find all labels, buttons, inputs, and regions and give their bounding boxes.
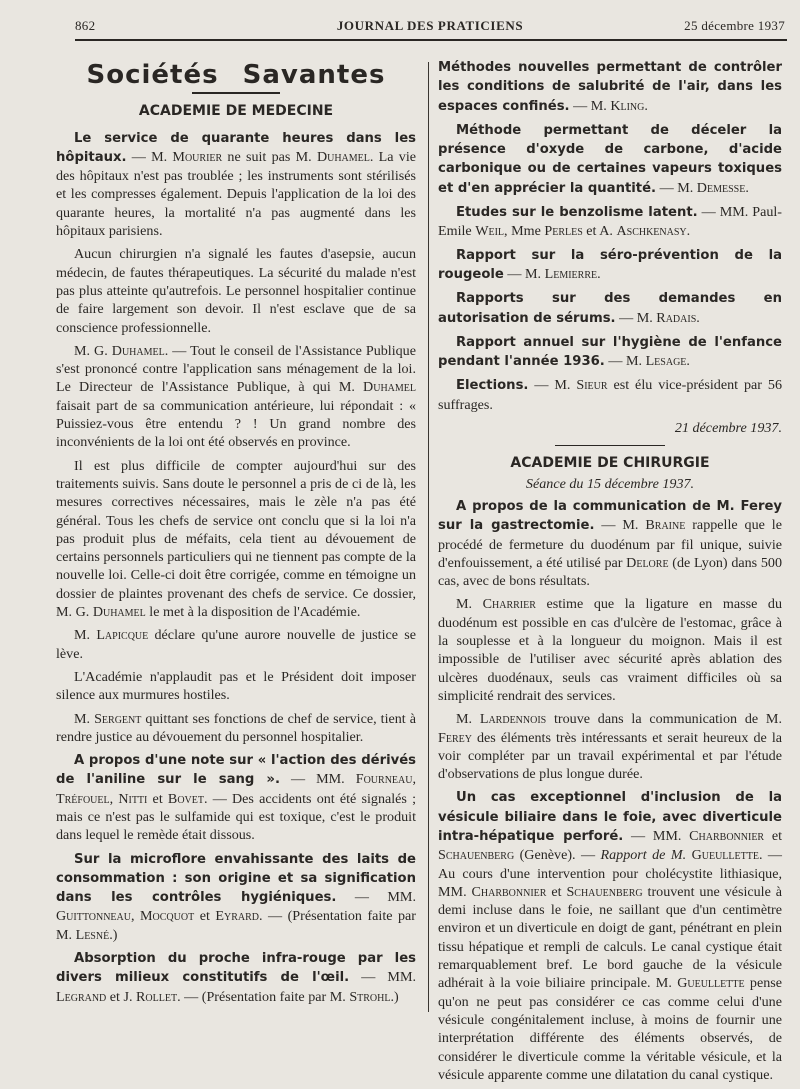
session-date: 21 décembre 1937. [674,420,782,437]
section-heading-medecine: ACADEMIE DE MEDECINE [138,103,334,120]
person-name: Duhamel [92,604,146,621]
person-name: Sieur [576,377,608,394]
person-name: Radais [656,309,697,326]
person-name: Bovet [167,790,204,807]
section-rule [555,445,665,446]
article-heading: A propos d'une note sur « l'action des dérivés de l'aniline sur le sang ». [56,753,416,788]
paragraph: Méthode permettant de déceler la présence d'oxyde de carbone, d'acide carbonique ou de certaines vapeurs toxiques et d'en apprécier la quantité. — M. Demesse. [438,122,782,196]
person-name: Mourier [172,148,223,165]
person-name: Charbonnier [689,827,765,844]
person-name: Rollet [136,988,178,1005]
person-name: Braine [645,517,686,534]
person-name: Kling [610,97,645,114]
person-name: Duhamel [363,379,416,396]
article-heading: A propos de la communication de M. Ferey sur la gastrectomie. [438,498,782,534]
person-name: Gueullette [691,847,759,864]
paragraph: Méthodes nouvelles permettant de contrôler les conditions de salubrité de l'air, dans les espaces confinés. — M. Kling. [438,60,782,114]
paragraph: M. Sergent quittant ses fonctions de chef de service, tient à rendre justice au dévouement du personnel hospitalier. [56,710,416,745]
article-heading: Elections. [456,378,529,394]
person-name: Charrier [482,596,536,613]
paragraph: Rapports sur des demandes en autorisation de sérums. — M. Radais. [438,291,782,326]
person-name: Strohl [349,988,391,1005]
rapport-label: Rapport de M. [600,847,687,864]
paragraph: M. Charrier estime que la ligature en masse du duodénum est possible en cas d'ulcère de l'estomac, grâce à la souplesse et à la longueur du moignon. Mais il est impossible de l'utiliser avec sécurité après ablation des ulcères duodénaux, seuls cas vraiment difficiles où sa simplicité rendrait des services. [438,596,782,704]
person-name: Sergent [94,710,142,727]
article-heading: Sur la microflore envahissante des laits de consommation : son origine et sa signification dans les contrôles hygiéniques. [56,851,416,906]
article-heading: Rapports sur des demandes en autorisation de sérums. [438,291,782,326]
person-name: Ferey [438,729,472,746]
article-heading: Méthode permettant de déceler la présence d'oxyde de carbone, d'acide carbonique ou de certaines vapeurs toxiques et d'en apprécier la quantité. [438,122,782,196]
journal-title: JOURNAL DES PRATICIENS [336,18,524,33]
column-divider [428,62,429,1012]
page-header [75,14,785,40]
section-heading-chirurgie: ACADEMIE DE CHIRURGIE [510,455,710,472]
person-name: Weil [475,223,505,240]
paragraph: Le service de quarante heures dans les hôpitaux. — M. Mourier ne suit pas M. Duhamel. La vie des hôpitaux n'est pas troublée ; les instruments sont stérilisés et les compresses également. Depuis l'application de la loi des quarante heures, la mortalité n'a pas augmenté dans les hôpitaux parisiens. [56,130,416,240]
article-heading: Méthodes nouvelles permettant de contrôler les conditions de salubrité de l'air, dans les espaces confinés. [438,60,782,114]
person-name: Duhamel [316,148,370,165]
paragraph: Etudes sur le benzolisme latent. — MM. Paul-Emile Weil, Mme Perles et A. Aschkenasy. [438,204,782,240]
right-column [438,58,782,1089]
person-name: Aschkenasy [616,223,687,240]
paragraph: Absorption du proche infra-rouge par les divers milieux constitutifs de l'œil. — MM. Legrand et J. Rollet. — (Présentation faite par M. Strohl.) [56,951,416,1005]
person-name: Legrand [56,988,107,1005]
article-heading: Absorption du proche infra-rouge par les divers milieux constitutifs de l'œil. [56,951,416,986]
paragraph: L'Académie n'applaudit pas et le Président doit imposer silence aux murmures hostiles. [56,668,416,704]
paragraph: A propos d'une note sur « l'action des dérivés de l'aniline sur le sang ». — MM. Fourneau, Tréfouel, Nitti et Bovet. — Des accidents ont été signalés ; mais ce n'est pas le sulfamide qui est toxique, c'est le produit dans lequel le remède était dissous. [56,753,416,844]
paragraph: Un cas exceptionnel d'inclusion de la vésicule biliaire dans le foie, avec diverticule intra-hépatique perforé. — MM. Charbonnier et Schauenberg (Genève). — Rapport de M. Gueullette. — Au cours d'une intervention pour cholécystite lithiasique, MM. Charbonnier et Schauenberg trouvent une vésicule à demi incluse dans le foie, ne saillant que d'un centimètre environ et un diverticule en doigt de gant, pénétrant en plein tissu hépatique et rempli de calculs. Le canal cystique était remarquablement bref. Le bord gauche de la vésicule adhérait à la voie biliaire principale. M. Gueullette pense qu'on ne peut pas considérer ce cas comme celui d'une vésicule congénitalement incluse, à moins de fournir une interprétation différente des éléments observés, de considérer le diverticule comme la véritable vésicule, et la vésicule apparente comme une dilatation du canal cystique. [438,790,783,1083]
paragraph: Rapport sur la séro-prévention de la rougeole — M. Lemierre. [438,247,782,282]
person-name: Perles [544,223,583,240]
article-heading: Un cas exceptionnel d'inclusion de la vésicule biliaire dans le foie, avec diverticule intra-hépatique perforé. [438,790,782,844]
paragraph: M. Lardennois trouve dans la communication de M. Ferey des éléments très intéressants et serait heureux de la voir compléter par un travail expérimental et par l'étude d'observations de plus longue durée. [438,711,782,783]
person-name: Lemierre [544,265,598,282]
paragraph: Rapport annuel sur l'hygiène de l'enfance pendant l'année 1936. — M. Lesage. [438,334,782,370]
person-name: Lapicque [96,627,149,644]
person-name: Lesné [75,926,110,943]
issue-date: 25 décembre 1937 [684,18,785,33]
person-name: Gueullette [677,975,745,992]
person-name: Lesage [645,353,687,370]
person-name: Schauenberg [438,847,515,864]
section-subheading: Séance du 15 décembre 1937. [525,475,695,492]
page-number: 862 [75,18,96,33]
article-heading: Rapport annuel sur l'hygiène de l'enfance pendant l'année 1936. [438,334,782,370]
header-rule [75,39,787,41]
person-name: Guittonneau, Mocquot [56,908,195,925]
article-heading: Le service de quarante heures dans les hôpitaux. [56,130,416,165]
paragraph: M. G. Duhamel. — Tout le conseil de l'Assistance Publique s'est prononcé contre l'application sans ménagement de la loi. Le Directeur de l'Assistance Publique, à qui M. Duhamel faisait part de sa communication antérieure, lui répondait : « Puissiez-vous être entendu ? ! Un grand nombre des inconvénients de la loi ont été observés en province. [56,342,416,451]
person-name: Lardennois [479,711,547,728]
paragraph: Elections. — M. Sieur est élu vice-président par 56 suffrages. [438,377,782,413]
person-name: Duhamel [111,342,165,359]
article-heading: Etudes sur le benzolisme latent. [456,205,698,221]
person-name: Schauenberg [566,883,643,900]
left-column [56,58,416,1011]
paragraph: Il est plus difficile de compter aujourd'hui sur des traitements suivis. Sans doute le personnel a pris de ci de là, les mesures correctives nécessaires, mais le zèle n'a pas été général. Tous les chefs de service ont conclu que si la loi n'a pas produit plus de méfaits, cela tient au dévouement de certains personnels particuliers qui ne tiennent pas compte de la nouvelle loi. Celle-ci doit être corrigée, comme en témoigne un dossier de plaintes provenant des chefs de service. Ce dossier, M. G. Duhamel le met à la disposition de l'Académie. [56,457,416,621]
person-name: Charbonnier [471,883,547,900]
paragraph: Sur la microflore envahissante des laits de consommation : son origine et sa signification dans les contrôles hygiéniques. — MM. Guittonneau, Mocquot et Eyrard. — (Présentation faite par M. Lesné.) [56,851,416,943]
paragraph: A propos de la communication de M. Ferey sur la gastrectomie. — M. Braine rappelle que le procédé de fermeture du duodénum par fil unique, suivie d'enfouissement, a été utilisé par Delore (de Lyon) dans 500 cas, avec de bons résultats. [438,498,782,590]
paragraph: Aucun chirurgien n'a signalé les fautes d'asepsie, aucun médecin, de fautes thérapeutiques. La sécurité du malade n'est pas plus atteinte qu'autrefois. Le personnel hospitalier continue de faire largement son devoir. Il n'est esclave que de sa conscience professionnelle. [56,246,416,336]
paragraph: M. Lapicque déclare qu'une aurore nouvelle de justice se lève. [56,627,416,662]
person-name: Eyrard [215,908,259,925]
article-heading: Rapport sur la séro-prévention de la rougeole [438,247,782,282]
title-rule [192,92,280,94]
person-name: Fourneau, Tréfouel, Nitti [56,771,416,807]
person-name: Demesse [696,179,746,196]
person-name: Delore [626,554,669,571]
main-title: Sociétés Savantes [86,60,386,90]
